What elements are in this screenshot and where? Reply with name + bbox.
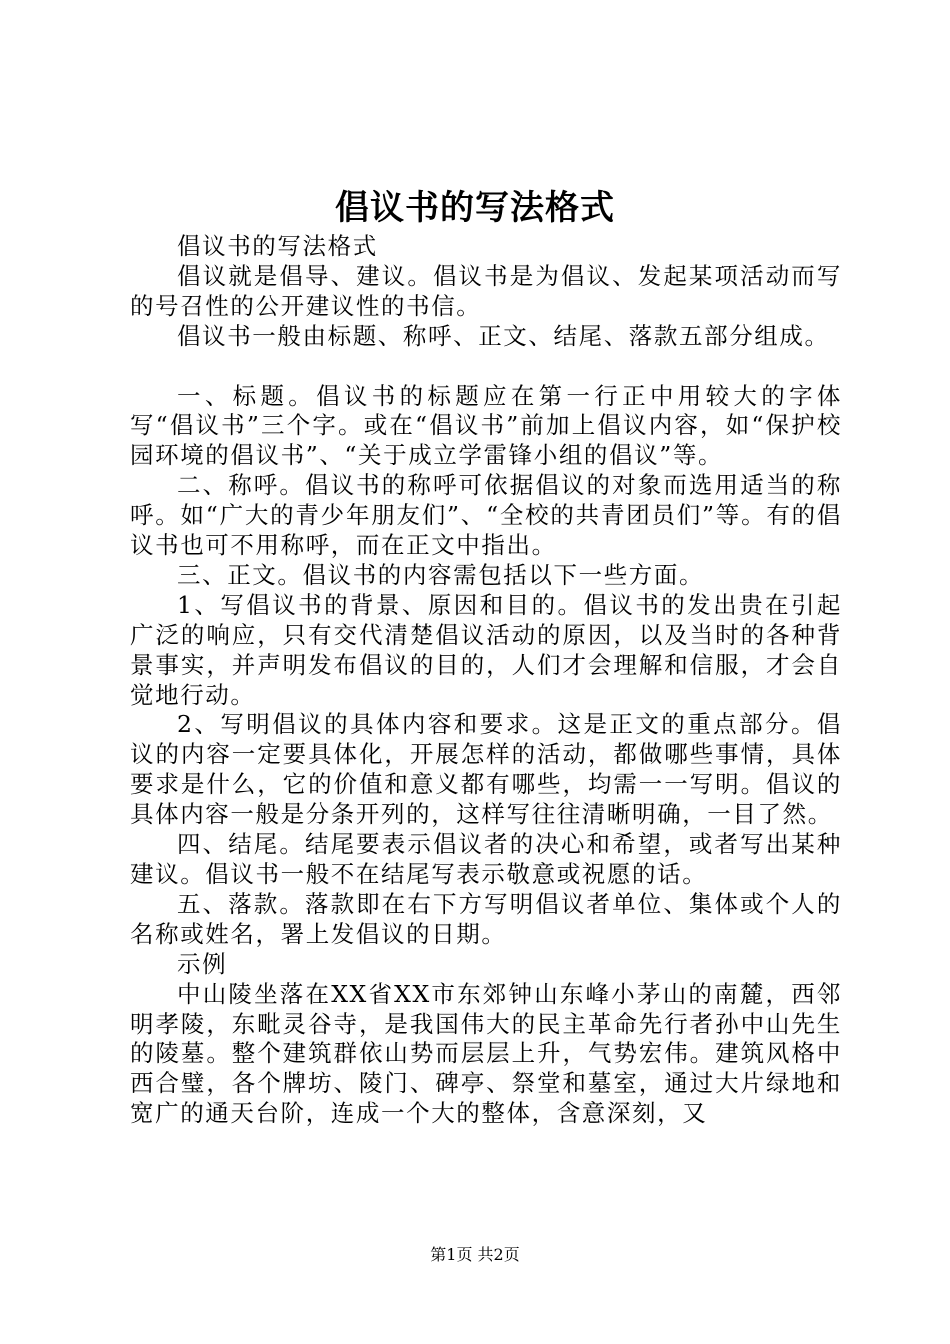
paragraph-example-text: 中山陵坐落在XX省XX市东郊钟山东峰小茅山的南麓，西邻明孝陵，东毗灵谷寺，是我国伟大的民主革命先行者孙中山先生的陵墓。整个建筑群依山势而层层上升，气势宏伟。建筑风格中西合璧，各个牌坊、陵门、碑亭、祭堂和墓室，通过大片绿地和宽广的通天台阶，连成一个大的整体，含意深刻，又 bbox=[130, 979, 842, 1128]
paragraph-blank bbox=[130, 352, 842, 382]
paragraph-salutation-section: 二、称呼。倡议书的称呼可依据倡议的对象而选用适当的称呼。如“广大的青少年朋友们”、“全校的共青团员们”等。有的倡议书也可不用称呼，而在正文中指出。 bbox=[130, 471, 842, 560]
document-body bbox=[130, 232, 842, 1129]
document-title: 倡议书的写法格式 bbox=[335, 188, 615, 228]
paragraph-definition: 倡议就是倡导、建议。倡议书是为倡议、发起某项活动而写的号召性的公开建议性的书信。 bbox=[130, 261, 842, 320]
paragraph-title-section: 一、标题。倡议书的标题应在第一行正中用较大的字体写“倡议书”三个字。或在“倡议书”前加上倡议内容，如“保护校园环境的倡议书”、“关于成立学雷锋小组的倡议”等。 bbox=[130, 381, 842, 470]
paragraph-body-section: 三、正文。倡议书的内容需包括以下一些方面。 bbox=[177, 560, 705, 589]
paragraph-example-heading: 示例 bbox=[177, 949, 228, 978]
paragraph-body-item-1: 1、写倡议书的背景、原因和目的。倡议书的发出贵在引起广泛的响应，只有交代清楚倡议活动的原因，以及当时的各种背景事实，并声明发布倡议的目的，人们才会理解和信服，才会自觉地行动。 bbox=[130, 590, 842, 709]
paragraph-body-item-2: 2、写明倡议的具体内容和要求。这是正文的重点部分。倡议的内容一定要具体化，开展怎样的活动，都做哪些事情，具体要求是什么，它的价值和意义都有哪些，均需一一写明。倡议的具体内容一般是分条开列的，这样写往往清晰明确，一目了然。 bbox=[130, 710, 842, 829]
paragraph-ending-section: 四、结尾。结尾要表示倡议者的决心和希望，或者写出某种建议。倡议书一般不在结尾写表示敬意或祝愿的话。 bbox=[130, 830, 842, 889]
page-footer: 第1页 共2页 bbox=[430, 1245, 520, 1264]
paragraph-structure: 倡议书一般由标题、称呼、正文、结尾、落款五部分组成。 bbox=[177, 321, 830, 350]
paragraph-subtitle: 倡议书的写法格式 bbox=[177, 232, 378, 260]
paragraph-signature-section: 五、落款。落款即在右下方写明倡议者单位、集体或个人的名称或姓名，署上发倡议的日期。 bbox=[130, 889, 842, 948]
